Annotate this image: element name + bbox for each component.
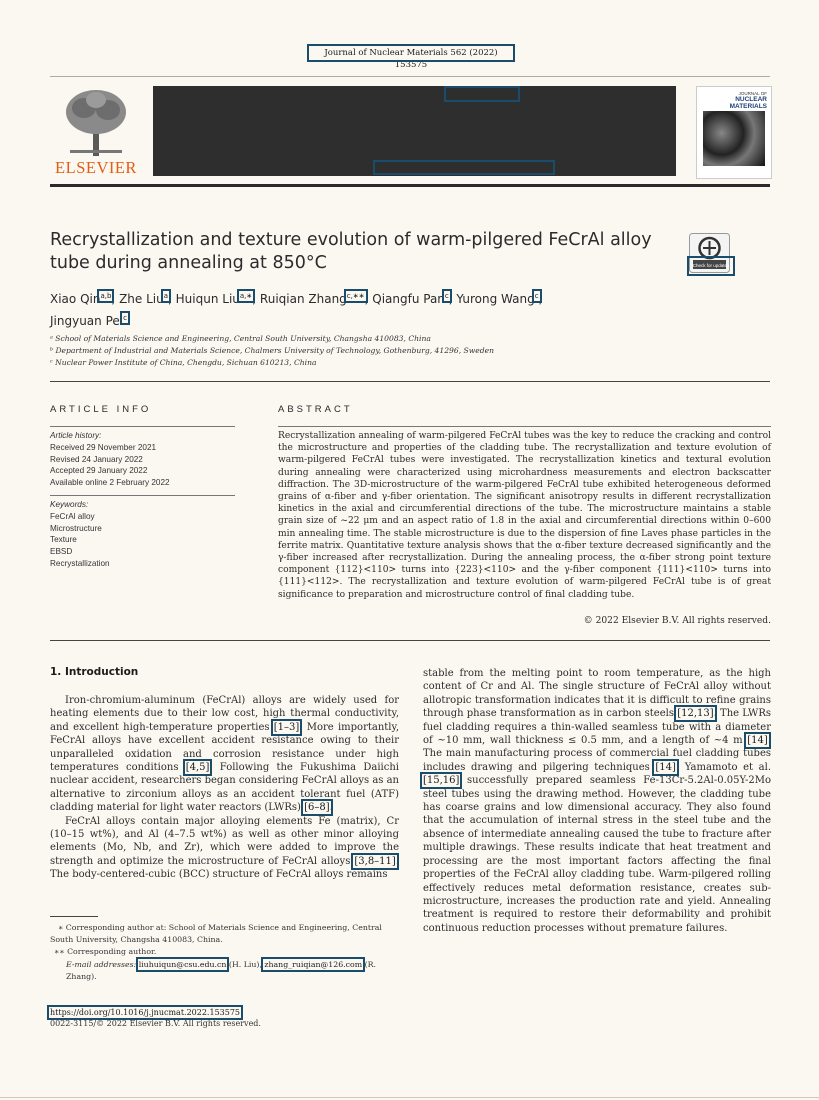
doi-link[interactable]: https://doi.org/10.1016/j.jnucmat.2022.153575 — [50, 1008, 241, 1017]
header-rule — [50, 76, 770, 77]
keyword: FeCrAl alloy — [50, 511, 95, 521]
abstract-heading: ABSTRACT — [278, 404, 353, 415]
author-name: Yurong Wang — [456, 292, 535, 306]
keyword: Microstructure — [50, 523, 102, 533]
keywords-label: Keywords: — [50, 500, 89, 509]
author-affiliation-link[interactable]: a,b — [100, 292, 112, 300]
journal-banner — [153, 86, 676, 176]
abstract-copyright: © 2022 Elsevier B.V. All rights reserved. — [583, 616, 771, 626]
author-affiliation-link[interactable]: c — [123, 314, 127, 322]
elsevier-logo — [50, 86, 140, 178]
citation-link[interactable]: [3,8–11] — [354, 855, 396, 867]
author-affiliation-link[interactable]: a,∗ — [239, 292, 253, 300]
citation-link[interactable]: [14] — [655, 761, 676, 773]
footnote-corresponding-1: ∗ Corresponding author at: School of Materials Science and Engineering, Central South University, Changsha 410083, China. — [50, 923, 382, 945]
history-revised: Revised 24 January 2022 — [50, 454, 143, 464]
section-rule — [50, 381, 770, 382]
keywords-rule — [50, 495, 235, 496]
keyword: Recrystallization — [50, 558, 110, 568]
keyword: Texture — [50, 535, 77, 545]
author-name: Qiangfu Pan — [372, 292, 445, 306]
affiliation-b: ᵇ Department of Industrial and Materials Science, Chalmers University of Technology, Gothenburg, 41296, Sweden — [50, 346, 494, 355]
history-online: Available online 2 February 2022 — [50, 478, 170, 488]
citation-link[interactable]: [14] — [747, 735, 768, 747]
issn-copyright: 0022-3115/© 2022 Elsevier B.V. All rights reserved. — [50, 1019, 261, 1028]
author-name: Zhe Liu — [119, 292, 164, 306]
citation-link[interactable]: [15,16] — [423, 775, 460, 787]
abstract-text: Recrystallization annealing of warm-pilgered FeCrAl tubes was the key to reduce the cracking and control the microstructure and properties of the cladding tube. The recrystallization and texture evolution of warm-pilgered FeCrAl tubes were investigated. The recrystallization kinetics and textural evolution during annealing were characterized using microhardness measurements and electron backscatter diffraction. The 3D-microstructure of the warm-pilgered FeCrAl tube exhibited heterogeneous deformed grains of α-fiber and γ-fiber orientation. The significant anisotropy results in different recrystallization kinetics in the axial and circumferential directions of the tube. The microstructure maintains a stable grain size of ~22 μm and an aspect ratio of 1.8 in the axial and circumferential directions within 0–600 min annealing time. The stable microstructure is due to the dispersion of fine Laves phase particles in the ferrite matrix. Quantitative texture analysis shows that the α-fiber texture decreased significantly and the γ-fiber increased after recrystallization. During the annealing process, the α-fiber strong point texture component {112}<110> turns into {223}<110> and the γ-fiber component {111}<110> turns into {111}<112>. The recrystallization and texture evolution of warm-pilgered FeCrAl tube is of great significance to preparation and microstructure control of final cladding tube. — [278, 431, 771, 600]
banner-link-contents[interactable] — [446, 88, 518, 100]
cover-picture — [703, 111, 765, 166]
article-info-rule — [50, 426, 235, 427]
journal-header — [50, 86, 770, 178]
history-accepted: Accepted 29 January 2022 — [50, 466, 148, 476]
cover-journal-name: NUCLEAR MATERIALS — [729, 96, 767, 110]
article-title: Recrystallization and texture evolution of warm-pilgered FeCrAl alloy tube during annealing at 850°C — [50, 230, 652, 273]
introduction-heading: 1. Introduction — [50, 666, 139, 678]
footnote-emails: E-mail addresses: liuhuiqun@csu.edu.cn (H. Liu), zhang_ruiqian@126.com (R. Zhang). — [66, 959, 376, 981]
intro-right-column — [423, 667, 771, 935]
intro-paragraph-2: FeCrAl alloys contain major alloying elements Fe (matrix), Cr (10–15 wt%), and Al (4–7.5 wt%) as well as other minor alloying elements (Mo, Nb, and Zr), which were added to improve the strength and optimize the microstructure of FeCrAl alloys [3,8–11]. The body-centered-cubic (BCC) structure of FeCrAl alloys remains — [50, 815, 399, 881]
journal-cover-image — [696, 86, 772, 179]
header-thick-rule — [50, 184, 770, 187]
author-affiliation-link[interactable]: c — [444, 292, 449, 300]
article-history — [50, 430, 235, 489]
check-for-updates-button[interactable] — [689, 258, 733, 274]
intro-paragraph-1: Iron-chromium-aluminum (FeCrAl) alloys are widely used for heating elements due to their low cost, high thermal conductivity, and excellent high-temperature properties [1–3]. More importantly, FeCrAl alloys have excellent accident resistance owing to their unparalleled oxidation and corrosion resistance under high temperatures conditions [4,5]. Following the Fukushima Daiichi nuclear accident, researchers began considering FeCrAl alloys as an alternative to zirconium alloys as an accident tolerant fuel (ATF) cladding material for light water reactors (LWRs) [6–8]. — [50, 695, 399, 814]
affiliation-a: ᵃ School of Materials Science and Engineering, Central South University, Changsha 410083, China — [50, 334, 431, 343]
citation-link[interactable]: [6–8] — [304, 802, 330, 814]
elsevier-wordmark: ELSEVIER — [55, 158, 137, 177]
footnote-corresponding-2: ∗∗ Corresponding author. — [54, 947, 157, 957]
abstract-bottom-rule — [50, 640, 770, 641]
footnotes — [50, 922, 399, 983]
doi-link-wrap — [50, 1008, 240, 1017]
intro-left-column — [50, 694, 399, 882]
email-link-liu[interactable]: liuhuiqun@csu.edu.cn — [138, 959, 227, 969]
history-label: Article history: — [50, 431, 102, 440]
page-bottom-edge — [0, 1097, 819, 1098]
intro-paragraph-continued: stable from the melting point to room temperature, as the high content of Cr and Al. The single structure of FeCrAl alloy without allotropic transformation indicates that it is difficult to refine grains through phase transformation as in carbon steels [12,13]. The LWRs fuel cladding requires a thin-walled seamless tube with a diameter of ~10 mm, wall thickness ≤ 0.5 mm, and a length of ~4 m [14]. The main manufacturing process of commercial fuel cladding tubes includes drawing and pilgering techniques [14]. Yamamoto et al. [15,16] successfully prepared seamless Fe-13Cr-5.2Al-0.05Y-2Mo steel tubes using the drawing method. However, the cladding tube has coarse grains and low dimensional accuracy. They also found that the accumulation of internal stress in the steel tube and the absence of intermediate annealing caused the tube to fracture after multiple drawings. These results indicate that heat treatment and processing are the most important factors affecting the final properties of the FeCrAl alloy cladding tube. Warm-pilgered rolling effectively reduces metal deformation resistance, creates sub-microstructure, increases the production rate and yield. Annealing treatment is required to restore their deformability and prohibit continuous reduction processes without premature failures. — [423, 668, 772, 934]
check-for-updates-label: Check for updates — [692, 263, 730, 268]
elsevier-tree-icon — [62, 88, 130, 158]
author-list: Xiao Qin$^{a,b}$, Zhe Liu$^a$, Huiqun Liu$^{a,∗}$, Ruiqian Zhang$^{c,∗∗}$, Qiangfu Pan$^c$, Yurong Wang$^c$, Jingyuan Pei$^c$ — [50, 292, 543, 328]
author-affiliation-link[interactable]: c,∗∗ — [346, 292, 365, 300]
article-info-heading: ARTICLE INFO — [50, 404, 152, 415]
history-received: Received 29 November 2021 — [50, 442, 157, 452]
author-name: Ruiqian Zhang — [259, 292, 347, 306]
citation-link[interactable]: [4,5] — [185, 762, 210, 774]
citation-link[interactable]: [12,13] — [677, 708, 714, 720]
keyword: EBSD — [50, 547, 73, 557]
author-name: Xiao Qin — [50, 292, 101, 306]
email-label: E-mail addresses: — [66, 959, 137, 969]
abstract-rule — [278, 426, 771, 427]
author-affiliation-link[interactable]: a — [163, 292, 169, 300]
keywords-list — [50, 499, 235, 570]
email-link-zhang[interactable]: zhang_ruiqian@126.com — [264, 959, 363, 969]
affiliation-c: ᶜ Nuclear Power Institute of China, Chengdu, Sichuan 610213, China — [50, 358, 317, 367]
author-name: Jingyuan Pei — [50, 314, 124, 328]
cover-small-title: JOURNAL OF — [738, 91, 767, 96]
author-affiliation-link[interactable]: c — [534, 292, 539, 300]
footnote-rule — [50, 916, 98, 917]
citation-link[interactable]: [1–3] — [273, 721, 300, 733]
journal-citation-link[interactable]: Journal of Nuclear Materials 562 (2022) 153575 — [310, 47, 512, 59]
banner-link-homepage[interactable] — [375, 162, 553, 173]
author-name: Huiqun Liu — [175, 292, 240, 306]
